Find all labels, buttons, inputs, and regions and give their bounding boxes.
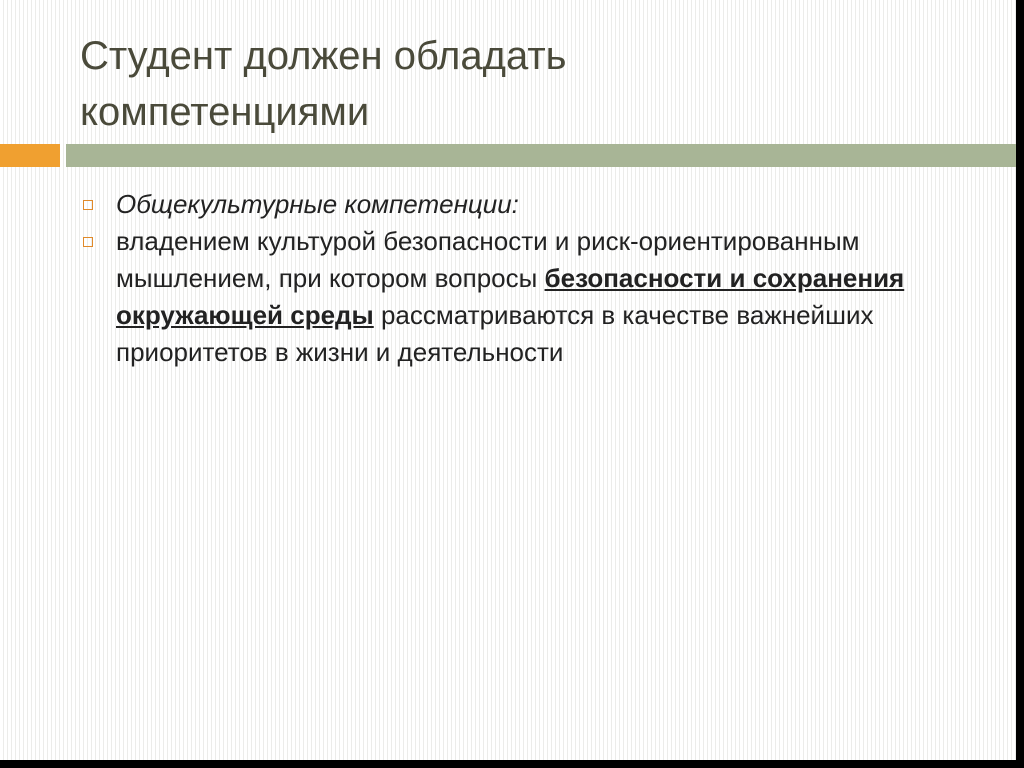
accent-bar-green: [66, 144, 1016, 167]
slide-title: [80, 28, 980, 140]
bullet-list: [80, 186, 960, 371]
bullet-text: Общекультурные компетенции:: [116, 189, 519, 219]
bullet-item: [80, 223, 960, 371]
bullet-text-before: владением культурой безопасности и риск-ориентированным мышлением, при котором вопросы: [116, 226, 860, 293]
bullet-item: [80, 186, 960, 223]
bullet-text-emphasis: безопасности и сохранения окружающей среды: [116, 263, 905, 330]
bullet-text-after: рассматриваются в качестве важнейших приоритетов в жизни и деятельности: [116, 300, 874, 367]
square-bullet-icon: [83, 200, 93, 210]
square-bullet-icon: [83, 237, 93, 247]
accent-bar-orange: [0, 144, 60, 167]
title-line-1: Студент должен обладать: [80, 34, 567, 78]
title-line-2: компетенциями: [80, 90, 370, 134]
